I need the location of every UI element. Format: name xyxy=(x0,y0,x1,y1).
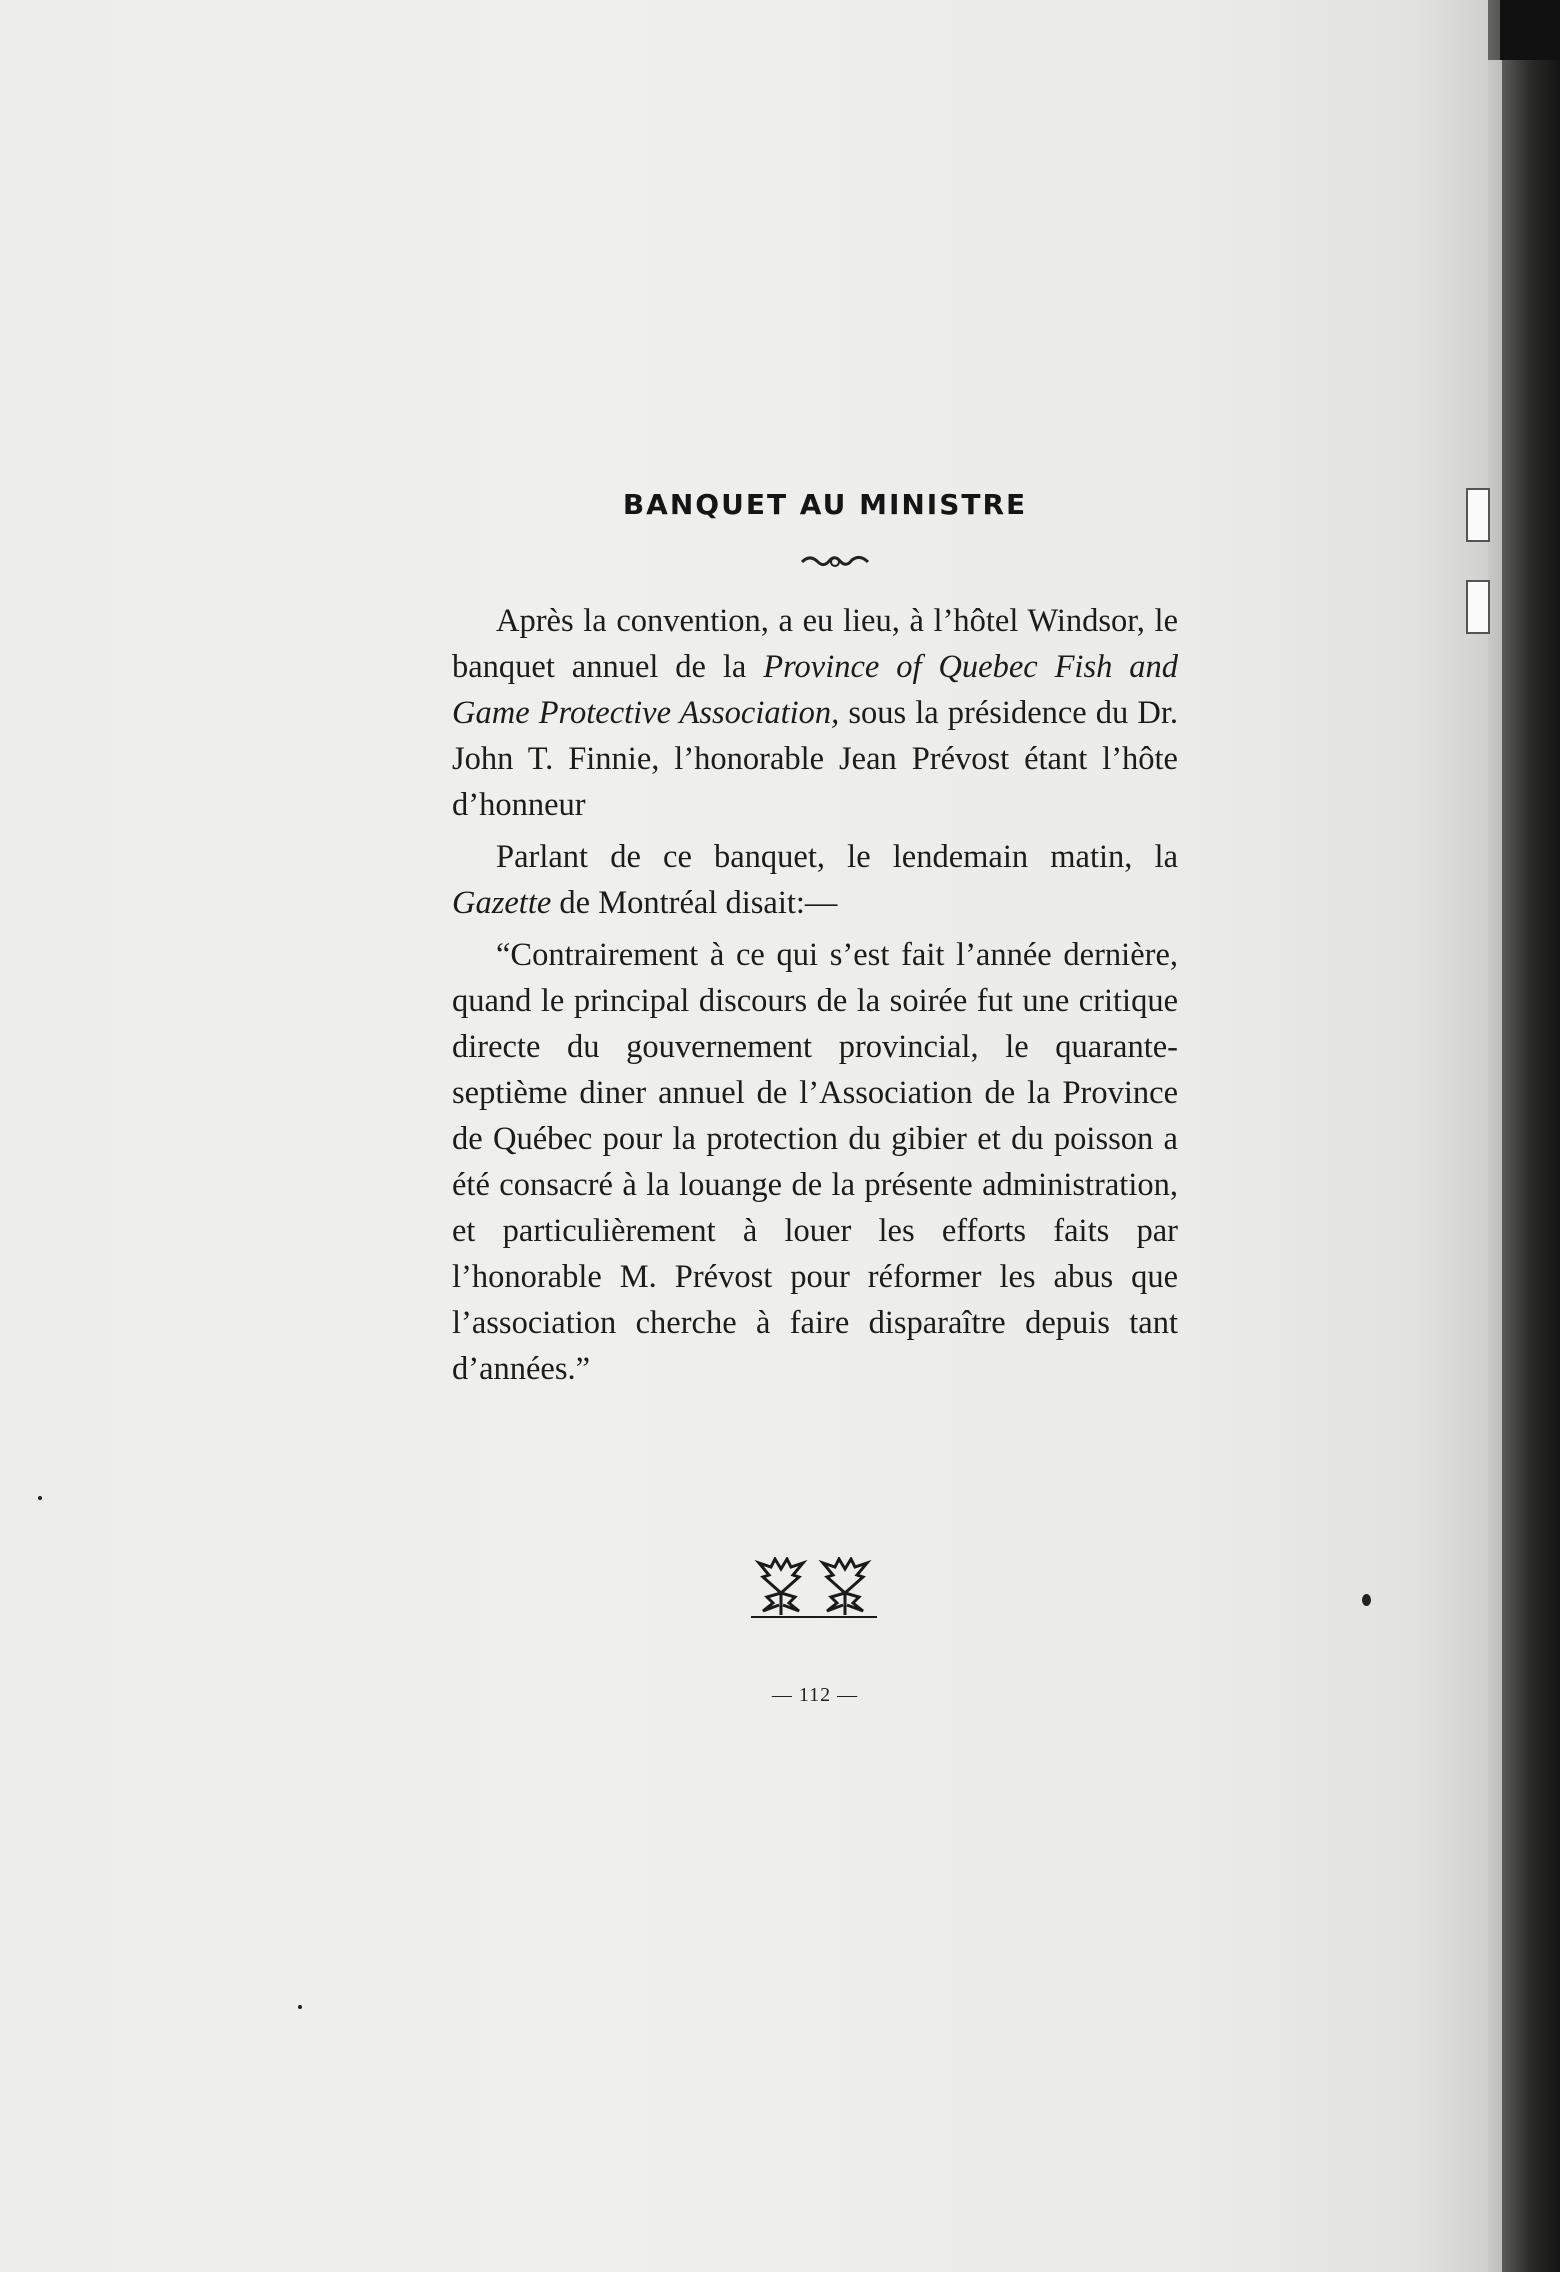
page-edge xyxy=(1488,60,1502,2272)
paragraph-3: “Contrairement à ce qui s’est fait l’année dernière, quand le principal discours de la soirée fut une critique directe du gouvernement provincial, le quarante-septième diner annuel de l’Association de la Province de Québec pour la protection du gibier et du poisson a été consacré à la louange de la présente administration, et particulièrement à louer les efforts faits par l’honorable M. Prévost pour réformer les abus que l’association cherche à faire disparaître depuis tant d’années.” xyxy=(452,937,1178,1387)
ink-speck xyxy=(1362,1594,1371,1606)
page-number: — 112 — xyxy=(771,1684,859,1706)
paragraph-1-text-end: sous la présidence du Dr. John T. Finnie, l’honorable Jean Prévost étant l’hôte d’honneur xyxy=(452,695,1178,823)
binding-tab xyxy=(1466,580,1490,634)
maple-leaves-icon xyxy=(749,1557,879,1621)
newspaper-name: Gazette xyxy=(452,885,552,921)
paragraph-1 xyxy=(452,598,1178,828)
ink-speck xyxy=(298,2005,302,2009)
paragraph-2-text: Parlant de ce banquet, le lendemain matin, la xyxy=(496,839,1178,875)
paragraph-2-text-end: de Montréal disait:— xyxy=(551,885,838,921)
paragraph-1-text: Après la convention, a eu lieu, à l’hôtel Windsor, le banquet annuel de la xyxy=(452,603,1178,685)
paragraph-2 xyxy=(452,834,1178,926)
article-body xyxy=(452,598,1178,1398)
scanner-edge xyxy=(1502,0,1560,2272)
ink-speck xyxy=(38,1496,42,1500)
scanner-corner xyxy=(1500,0,1560,60)
association-name: Province of Quebec Fish and Game Protective Association, xyxy=(452,649,1179,731)
page-title: BANQUET AU MINISTRE xyxy=(622,488,1028,521)
small-flourish-icon xyxy=(800,551,870,573)
